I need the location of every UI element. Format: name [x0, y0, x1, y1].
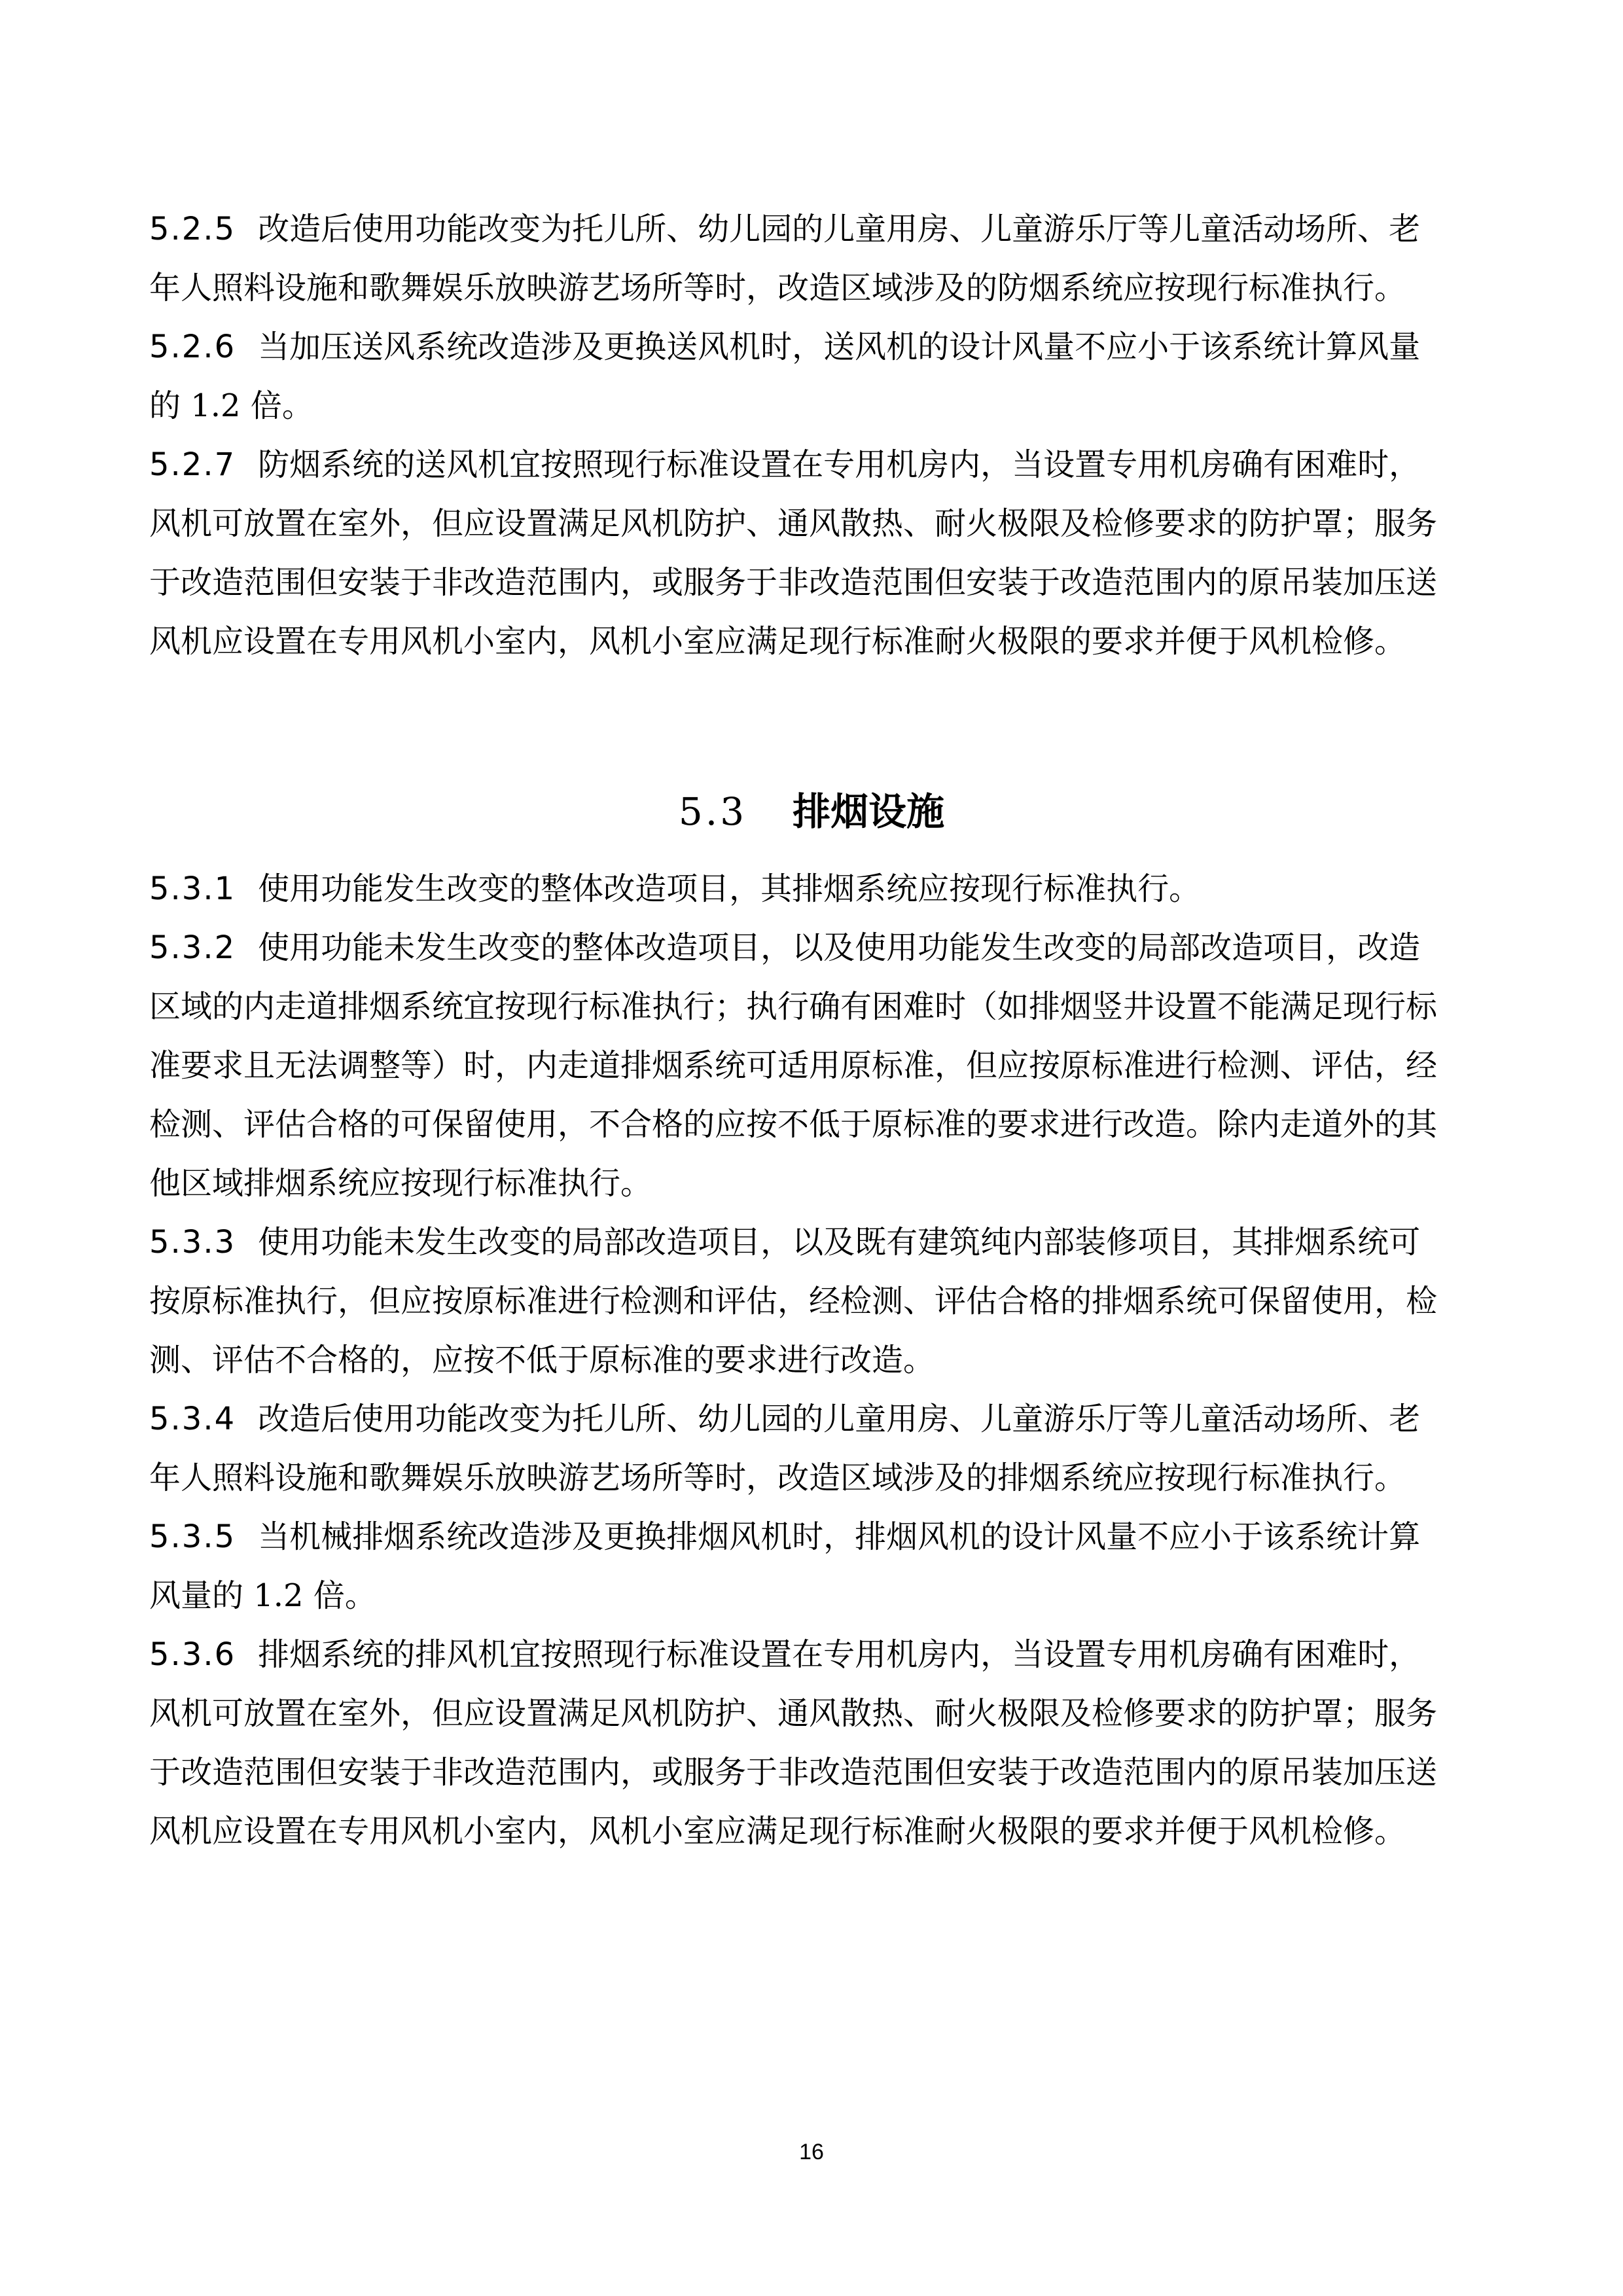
clause-number: 5.2.5 — [149, 211, 236, 247]
section-title: 排烟设施 — [793, 789, 945, 834]
clause-number: 5.2.6 — [149, 329, 236, 365]
clause-5-3-2-line-3: 准要求且无法调整等）时，内走道排烟系统可适用原标准，但应按原标准进行检测、评估，经 — [149, 1047, 1438, 1084]
clause-number: 5.3.2 — [149, 929, 236, 966]
clause-list-5-3 — [149, 859, 1478, 1861]
clause-number: 5.3.5 — [149, 1518, 236, 1555]
section-number: 5.3 — [678, 789, 747, 834]
clause-5-3-6-line-2: 风机可放置在室外，但应设置满足风机防护、通风散热、耐火极限及检修要求的防护罩；服务 — [149, 1695, 1438, 1732]
clause-5-3-6-line-4: 风机应设置在专用风机小室内，风机小室应满足现行标准耐火极限的要求并便于风机检修。 — [149, 1813, 1406, 1850]
clause-5-3-6-line-1: 5.3.6 排烟系统的排风机宜按照现行标准设置在专用机房内，当设置专用机房确有困难时， — [149, 1636, 1421, 1673]
clause-5-2-6-line-1: 5.2.6 当加压送风系统改造涉及更换送风机时，送风机的设计风量不应小于该系统计算风量 — [149, 329, 1421, 365]
clause-5-3-2-line-4: 检测、评估合格的可保留使用，不合格的应按不低于原标准的要求进行改造。除内走道外的其 — [149, 1106, 1438, 1143]
clause-5-3-2-line-5: 他区域排烟系统应按现行标准执行。 — [149, 1165, 652, 1202]
clause-5-3-5-line-1: 5.3.5 当机械排烟系统改造涉及更换排烟风机时，排烟风机的设计风量不应小于该系统计算 — [149, 1518, 1421, 1555]
clause-5-3-5-line-2: 风量的 1.2 倍。 — [149, 1577, 376, 1614]
clause-list-5-2 — [149, 200, 1478, 671]
clause-number: 5.3.4 — [149, 1401, 236, 1437]
section-heading — [0, 776, 1623, 848]
clause-5-3-2-line-2: 区域的内走道排烟系统宜按现行标准执行；执行确有困难时（如排烟竖井设置不能满足现行标 — [149, 988, 1438, 1025]
clause-5-2-7-line-3: 于改造范围但安装于非改造范围内，或服务于非改造范围但安装于改造范围内的原吊装加压送 — [149, 564, 1438, 601]
clause-5-2-7-line-1: 5.2.7 防烟系统的送风机宜按照现行标准设置在专用机房内，当设置专用机房确有困难时， — [149, 446, 1421, 483]
clause-5-2-5-line-2: 年人照料设施和歌舞娱乐放映游艺场所等时，改造区域涉及的防烟系统应按现行标准执行。 — [149, 270, 1406, 306]
clause-5-2-6-line-2: 的 1.2 倍。 — [149, 387, 313, 424]
clause-5-2-7-line-2: 风机可放置在室外，但应设置满足风机防护、通风散热、耐火极限及检修要求的防护罩；服务 — [149, 505, 1438, 542]
clause-5-2-7-line-4: 风机应设置在专用风机小室内，风机小室应满足现行标准耐火极限的要求并便于风机检修。 — [149, 623, 1406, 660]
clause-5-3-4-line-1: 5.3.4 改造后使用功能改变为托儿所、幼儿园的儿童用房、儿童游乐厅等儿童活动场所、老 — [149, 1401, 1421, 1437]
clause-5-3-6-line-3: 于改造范围但安装于非改造范围内，或服务于非改造范围但安装于改造范围内的原吊装加压送 — [149, 1754, 1438, 1791]
clause-5-3-4-line-2: 年人照料设施和歌舞娱乐放映游艺场所等时，改造区域涉及的排烟系统应按现行标准执行。 — [149, 1460, 1406, 1496]
page-number: 16 — [799, 2140, 824, 2164]
clause-5-3-3-line-3: 测、评估不合格的，应按不低于原标准的要求进行改造。 — [149, 1342, 935, 1378]
clause-number: 5.3.1 — [149, 870, 236, 907]
clause-5-3-3-line-2: 按原标准执行，但应按原标准进行检测和评估，经检测、评估合格的排烟系统可保留使用，检 — [149, 1283, 1438, 1319]
clause-number: 5.2.7 — [149, 446, 236, 483]
clause-number: 5.3.6 — [149, 1636, 236, 1673]
clause-5-3-1-line-1: 5.3.1 使用功能发生改变的整体改造项目，其排烟系统应按现行标准执行。 — [149, 870, 1201, 907]
clause-number: 5.3.3 — [149, 1224, 236, 1261]
clause-5-2-5-line-1: 5.2.5 改造后使用功能改变为托儿所、幼儿园的儿童用房、儿童游乐厅等儿童活动场所、老 — [149, 211, 1421, 247]
clause-5-3-2-line-1: 5.3.2 使用功能未发生改变的整体改造项目，以及使用功能发生改变的局部改造项目，改造 — [149, 929, 1421, 966]
clause-5-3-3-line-1: 5.3.3 使用功能未发生改变的局部改造项目，以及既有建筑纯内部装修项目，其排烟系统可 — [149, 1224, 1421, 1261]
